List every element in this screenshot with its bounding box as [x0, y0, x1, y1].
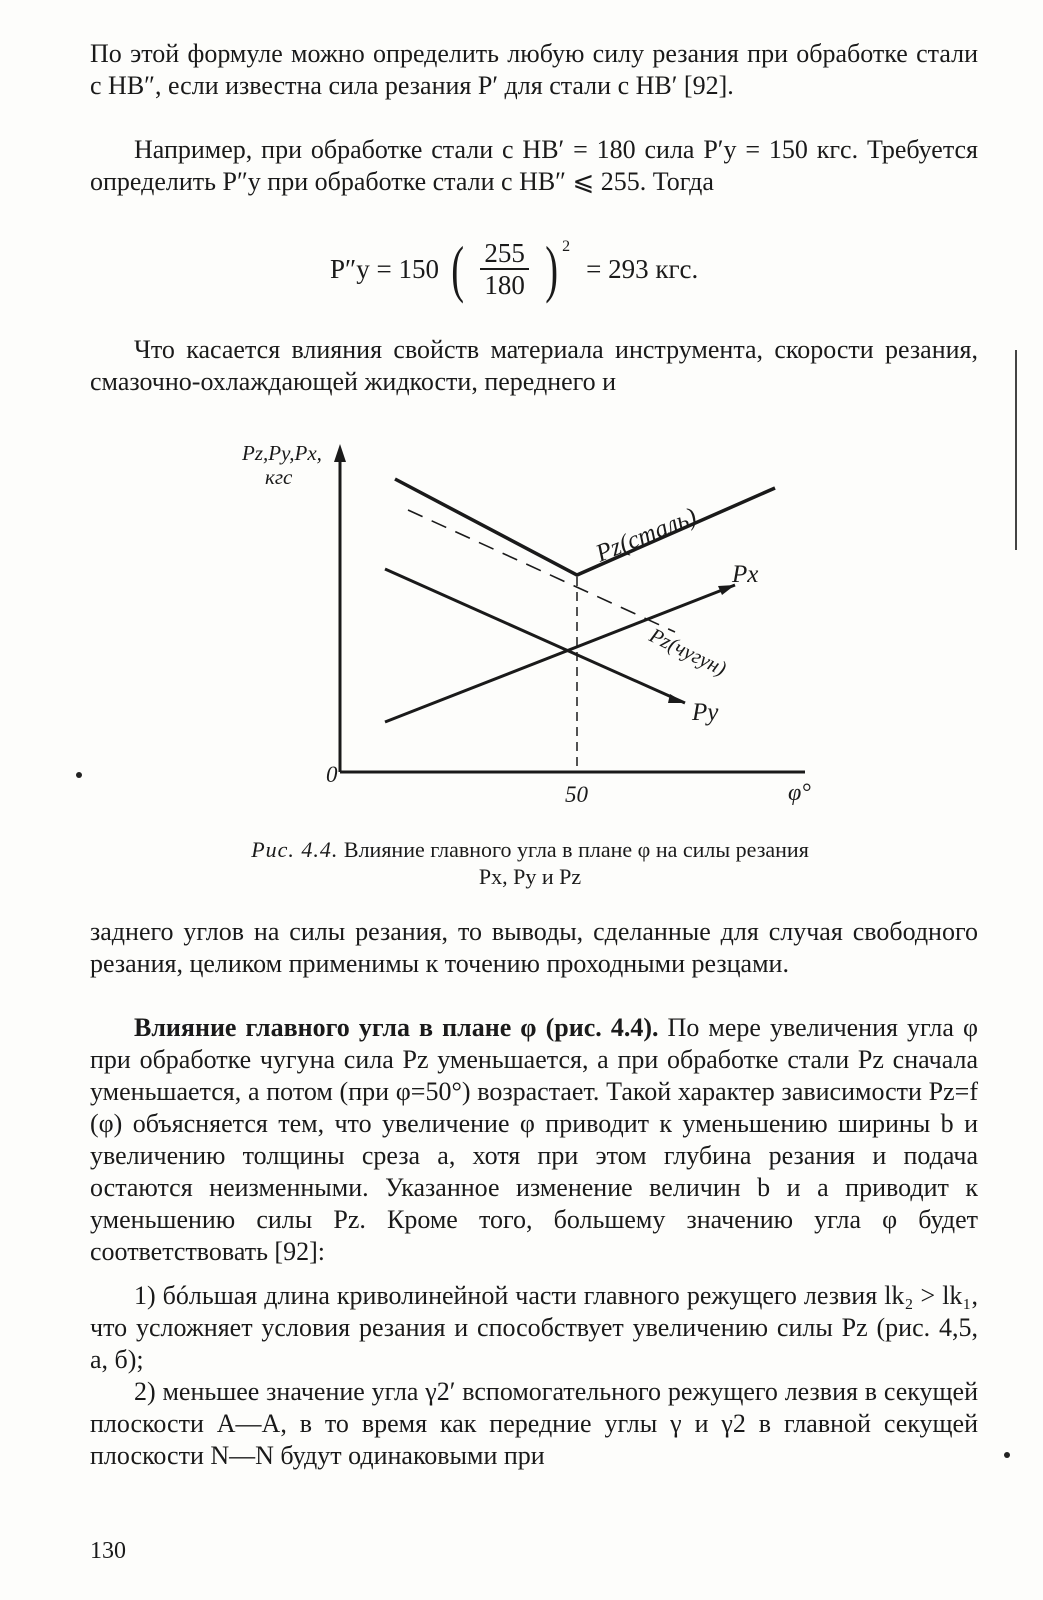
- paragraph-materials: Что касается влияния свойств материала инструмента, скорости резания, смазочно-охлаждающей жидкости, переднего и: [90, 335, 978, 396]
- section-body: По мере увеличения угла φ при обработке чугуна сила Pz уменьшается, а при обработке стали Pz сначала уменьшается, а потом (при φ=50°) возрастает. Такой характер зависимости Pz=f (φ) объясняется тем, что увеличение φ приводит к уменьшению ширины b и увеличению толщины среза a, хотя при этом глубина резания и подача остаются неизменными. Указанное изменение величин b и a приводит к уменьшению силы Pz. Кроме того, большему значению угла φ будет соответствовать [92]:: [90, 1013, 978, 1266]
- bullet-mark: [1004, 1452, 1010, 1458]
- paragraph-angle-influence: [90, 1012, 978, 1268]
- formula-fraction: [480, 238, 529, 300]
- formula-numerator: 255: [480, 238, 529, 270]
- label-py: Py: [692, 699, 719, 726]
- caption-text: Влияние главного угла в плане φ на силы резания Px, Py и Pz: [343, 837, 809, 889]
- figure-4-4-diagram: [240, 432, 840, 812]
- label-pz-steel: Pz(сталь): [592, 502, 701, 568]
- origin-label: 0: [326, 762, 338, 787]
- x-tick-label-50: 50: [565, 782, 588, 807]
- formula-lhs: P″y = 150: [330, 254, 439, 284]
- paragraph-example: Например, при обработке стали с HB′ = 180 сила P′y = 150 кгс. Требуется определить P″y при обработке стали с HB″ ⩽ 255. Тогда: [90, 135, 978, 196]
- list-item-1: 1) бóльшая длина криволинейной части главного режущего лезвия lk₂ > lk₁, что усложняет условия резания и способствует увеличению силы Pz (рис. 4,5, а, б);: [90, 1281, 978, 1374]
- paragraph-intro: По этой формуле можно определить любую силу резания при обработке стали с HB″, если известна сила резания P′ для стали с HB′ [92].: [90, 39, 978, 100]
- formula-rhs: = 293 кгс.: [586, 254, 699, 284]
- page-number: 130: [90, 1538, 126, 1564]
- y-axis-arrow: [334, 444, 346, 462]
- formula: P″y = 150 ( $\frac{255}{180}$ ) 2 = 293 кгс.: [330, 233, 699, 304]
- formula-denominator: 180: [484, 270, 525, 300]
- py-arrow: [668, 694, 685, 703]
- margin-mark: [1015, 350, 1017, 550]
- speck-mark: [76, 772, 82, 778]
- x-axis-label: φ°: [788, 780, 811, 806]
- section-heading: Влияние главного угла в плане φ (рис. 4.4).: [134, 1013, 659, 1042]
- caption-lead: Рис. 4.4.: [251, 837, 339, 862]
- y-axis-label: Pz,Py,Px,: [242, 441, 322, 465]
- list-item-2: 2) меньшее значение угла γ2′ вспомогательного режущего лезвия в секущей плоскости A—A, в то время как передние углы γ и γ2 в главной секущей плоскости N—N будут одинаковыми при: [90, 1377, 978, 1470]
- label-px: Px: [732, 561, 759, 588]
- figure-caption: [240, 836, 820, 890]
- line-pz-steel: [395, 479, 775, 575]
- line-py: [385, 569, 685, 703]
- y-axis-unit: кгс: [265, 465, 293, 489]
- paragraph-conclusions: заднего углов на силы резания, то выводы, сделанные для случая свободного резания, целиком применимы к точению проходными резцами.: [90, 917, 978, 978]
- formula-exponent: 2: [562, 238, 571, 255]
- label-pz-iron: Pz(чугун): [645, 622, 731, 681]
